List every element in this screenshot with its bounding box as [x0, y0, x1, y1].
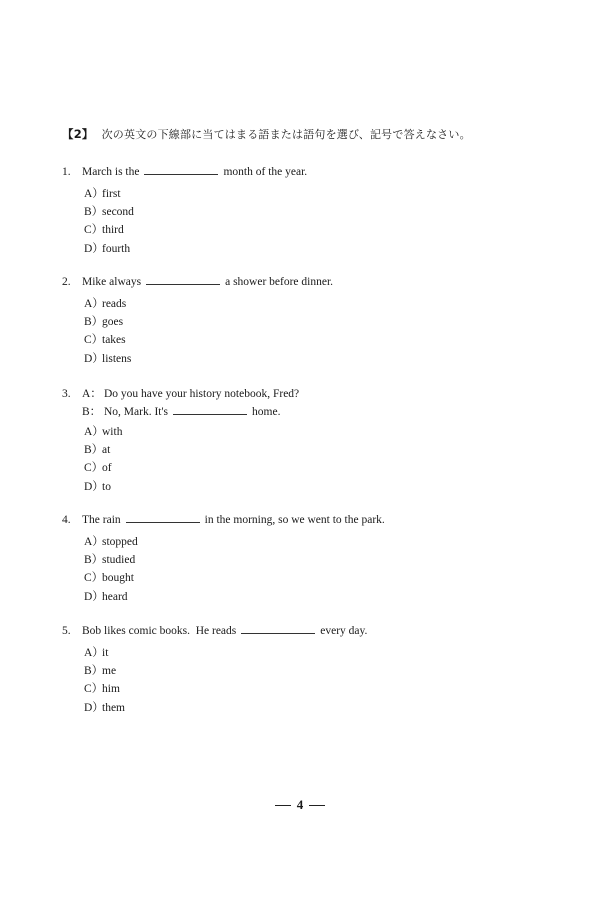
option-d [84, 350, 333, 368]
option-letter: D） [84, 242, 104, 255]
option-letter: B） [84, 444, 104, 457]
option-text: it [102, 647, 109, 659]
option-text: them [102, 701, 125, 714]
dialog-line-b-row [62, 403, 299, 421]
page-footer [0, 797, 600, 813]
option-text: stopped [102, 536, 138, 548]
option-letter: A） [84, 426, 104, 438]
question-number: 1. [62, 166, 71, 178]
question-3 [62, 385, 299, 496]
page-number: 4 [296, 797, 304, 812]
option-text: studied [102, 554, 136, 567]
option-letter: B） [84, 206, 104, 219]
option-letter: B） [84, 665, 104, 678]
option-list [62, 533, 385, 606]
option-list [62, 644, 367, 717]
option-text: listens [102, 352, 132, 365]
option-text: to [102, 480, 111, 493]
question-number: 5. [62, 625, 71, 637]
option-list [62, 423, 299, 496]
option-letter: D） [84, 352, 104, 365]
question-number: 4. [62, 514, 71, 526]
option-c [84, 459, 299, 477]
option-a [84, 185, 307, 203]
option-letter: B） [84, 316, 104, 329]
option-letter: C） [84, 224, 104, 237]
option-d [84, 478, 299, 496]
option-text: of [102, 462, 112, 475]
question-stem [62, 624, 367, 642]
option-list [62, 295, 333, 368]
option-b [84, 313, 333, 331]
answer-blank [144, 165, 218, 175]
option-letter: D） [84, 480, 104, 493]
question-text-before: No, Mark. It's [104, 406, 169, 418]
question-5 [62, 624, 367, 717]
question-text-after: a shower before dinner. [225, 276, 334, 288]
question-stem [62, 385, 299, 403]
option-d [84, 588, 385, 606]
option-text: bought [102, 572, 134, 585]
option-letter: C） [84, 683, 104, 696]
question-text-after: every day. [320, 625, 368, 637]
option-letter: A） [84, 298, 104, 310]
question-text-before: Bob likes comic books. He reads [82, 625, 237, 637]
option-letter: C） [84, 572, 104, 585]
option-d [84, 240, 307, 258]
question-number: 2. [62, 276, 71, 288]
question-stem [62, 275, 333, 293]
option-text: at [102, 444, 111, 457]
question-number: 3. [62, 388, 71, 400]
option-text: reads [102, 298, 127, 310]
option-a [84, 423, 299, 441]
option-d [84, 699, 367, 717]
speaker-a: A： [82, 388, 102, 400]
footer-dash-right [309, 805, 325, 806]
option-list [62, 185, 307, 258]
question-text-after: month of the year. [223, 166, 308, 178]
option-b [84, 662, 367, 680]
option-letter: B） [84, 554, 104, 567]
option-c [84, 680, 367, 698]
option-letter: C） [84, 334, 104, 347]
footer-dash-left [275, 805, 291, 806]
option-letter: A） [84, 536, 104, 548]
option-c [84, 221, 307, 239]
answer-blank [146, 275, 220, 285]
option-b [84, 441, 299, 459]
question-text-before: The rain [82, 514, 121, 526]
option-letter: A） [84, 647, 104, 659]
section-heading [62, 126, 471, 142]
option-text: second [102, 206, 134, 219]
option-text: with [102, 426, 123, 438]
question-4 [62, 513, 385, 606]
section-marker: 【2】 [62, 127, 94, 141]
option-c [84, 331, 333, 349]
question-text-before: Mike always [82, 276, 142, 288]
question-text-after: home. [252, 406, 281, 418]
option-a [84, 295, 333, 313]
question-text-after: in the morning, so we went to the park. [204, 514, 385, 526]
option-c [84, 569, 385, 587]
answer-blank [126, 513, 200, 523]
option-letter: D） [84, 590, 104, 603]
question-stem [62, 165, 307, 183]
option-b [84, 551, 385, 569]
speaker-b: B： [82, 406, 102, 418]
option-text: goes [102, 316, 124, 329]
option-text: heard [102, 590, 128, 603]
option-letter: D） [84, 701, 104, 714]
question-text-before: March is the [82, 166, 140, 178]
option-text: me [102, 665, 117, 678]
option-text: fourth [102, 242, 131, 255]
section-instruction: 次の英文の下線部に当てはまる語または語句を選び、記号で答えなさい。 [101, 128, 471, 141]
option-a [84, 533, 385, 551]
option-text: takes [102, 334, 126, 347]
question-1 [62, 165, 307, 258]
option-text: him [102, 683, 120, 696]
option-letter: C） [84, 462, 104, 475]
option-b [84, 203, 307, 221]
option-text: third [102, 224, 124, 237]
option-letter: A） [84, 188, 104, 200]
option-a [84, 644, 367, 662]
option-text: first [102, 188, 121, 200]
answer-blank [173, 405, 247, 415]
question-stem [62, 513, 385, 531]
question-2 [62, 275, 333, 368]
dialog-line-a: Do you have your history notebook, Fred? [104, 388, 300, 400]
answer-blank [241, 624, 315, 634]
